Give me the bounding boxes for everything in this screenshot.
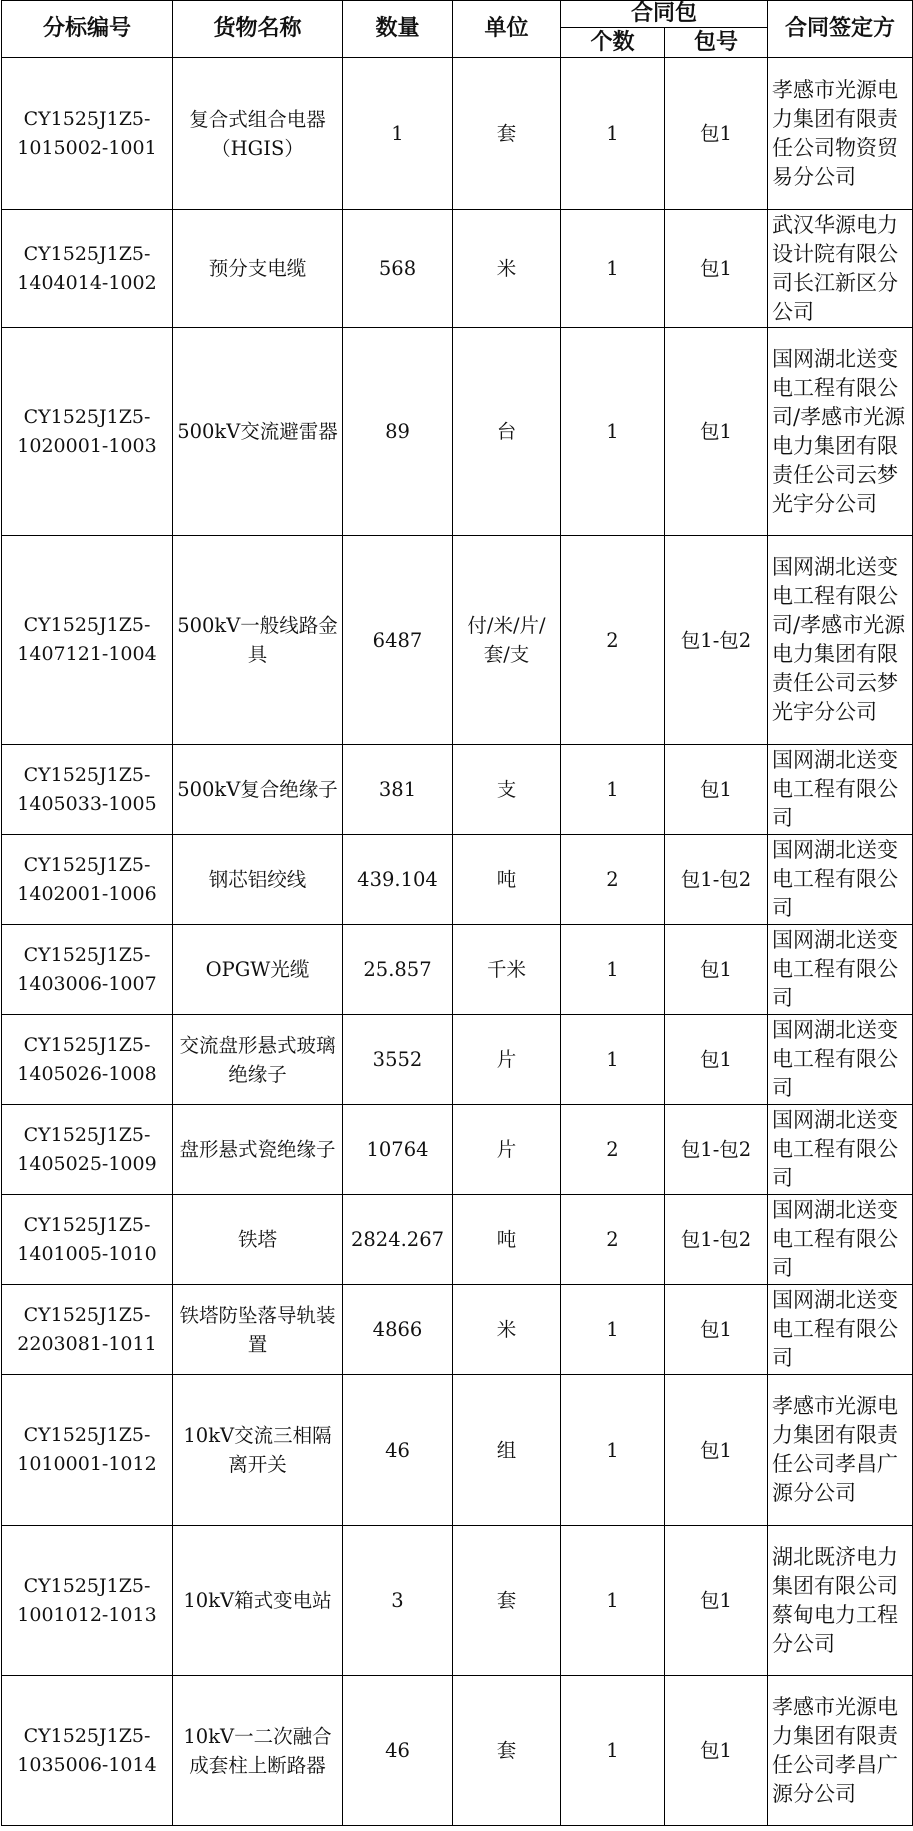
cell-quantity: 381 <box>343 745 453 835</box>
cell-code-suffix: 1402001-1006 <box>17 882 157 905</box>
cell-goods-name: 500kV复合绝缘子 <box>173 745 343 835</box>
cell-package-count: 1 <box>561 58 665 210</box>
cell-goods-name: 预分支电缆 <box>173 210 343 328</box>
cell-goods-name: 10kV交流三相隔离开关 <box>173 1375 343 1526</box>
table-row <box>2 1195 913 1285</box>
cell-code <box>2 1015 173 1105</box>
cell-code-prefix: CY1525J1Z5- <box>23 405 151 428</box>
cell-goods-name: 交流盘形悬式玻璃绝缘子 <box>173 1015 343 1105</box>
header-quantity: 数量 <box>343 1 453 58</box>
cell-code-suffix: 1035006-1014 <box>17 1753 157 1776</box>
cell-package-number: 包1-包2 <box>665 536 768 745</box>
cell-quantity: 439.104 <box>343 835 453 925</box>
table-row <box>2 1526 913 1676</box>
table-row <box>2 745 913 835</box>
cell-package-number: 包1-包2 <box>665 1105 768 1195</box>
cell-code-suffix: 1020001-1003 <box>17 434 157 457</box>
table-row <box>2 328 913 536</box>
cell-signer: 国网湖北送变电工程有限公司 <box>768 1015 913 1105</box>
cell-unit: 米 <box>453 210 561 328</box>
cell-package-count: 1 <box>561 745 665 835</box>
cell-code <box>2 1195 173 1285</box>
cell-code-prefix: CY1525J1Z5- <box>23 1424 151 1446</box>
cell-code-prefix: CY1525J1Z5- <box>23 853 151 876</box>
cell-signer: 国网湖北送变电工程有限公司/孝感市光源电力集团有限责任公司云梦光宇分公司 <box>768 536 913 745</box>
cell-code-prefix: CY1525J1Z5- <box>23 1123 151 1146</box>
cell-package-number: 包1 <box>665 58 768 210</box>
cell-unit: 套 <box>453 1676 561 1826</box>
cell-code-prefix: CY1525J1Z5- <box>23 242 151 265</box>
cell-goods-name: 10kV箱式变电站 <box>173 1526 343 1676</box>
table-row <box>2 210 913 328</box>
cell-quantity: 46 <box>343 1375 453 1526</box>
cell-goods-name: 500kV交流避雷器 <box>173 328 343 536</box>
cell-code-suffix: 1401005-1010 <box>17 1242 157 1265</box>
cell-code <box>2 210 173 328</box>
cell-code <box>2 1105 173 1195</box>
cell-unit: 米 <box>453 1285 561 1375</box>
cell-code <box>2 328 173 536</box>
table-row <box>2 925 913 1015</box>
cell-package-count: 2 <box>561 1105 665 1195</box>
header-code: 分标编号 <box>2 1 173 58</box>
cell-unit: 支 <box>453 745 561 835</box>
cell-code-suffix: 1403006-1007 <box>17 972 157 995</box>
cell-package-count: 1 <box>561 1285 665 1375</box>
cell-package-count: 1 <box>561 328 665 536</box>
cell-code-prefix: CY1525J1Z5- <box>23 763 151 786</box>
cell-unit: 台 <box>453 328 561 536</box>
cell-signer: 孝感市光源电力集团有限责任公司物资贸易分公司 <box>768 58 913 210</box>
cell-code-suffix: 1405026-1008 <box>17 1062 157 1085</box>
cell-package-count: 1 <box>561 1375 665 1526</box>
cell-quantity: 3 <box>343 1526 453 1676</box>
cell-package-number: 包1 <box>665 1526 768 1676</box>
cell-code-prefix: CY1525J1Z5- <box>23 1724 151 1747</box>
cell-goods-name: 铁塔 <box>173 1195 343 1285</box>
cell-signer: 湖北既济电力集团有限公司蔡甸电力工程分公司 <box>768 1526 913 1676</box>
cell-signer: 孝感市光源电力集团有限责任公司孝昌广源分公司 <box>768 1676 913 1826</box>
cell-code-prefix: CY1525J1Z5- <box>23 1303 151 1326</box>
cell-code-suffix: 2203081-1011 <box>17 1332 157 1355</box>
cell-unit: 千米 <box>453 925 561 1015</box>
header-row <box>2 1 913 28</box>
cell-unit: 组 <box>453 1375 561 1526</box>
cell-code <box>2 745 173 835</box>
cell-package-number: 包1-包2 <box>665 1195 768 1285</box>
cell-code <box>2 925 173 1015</box>
cell-code-suffix: 1405033-1005 <box>17 792 157 815</box>
cell-code <box>2 835 173 925</box>
cell-quantity: 6487 <box>343 536 453 745</box>
cell-signer: 国网湖北送变电工程有限公司 <box>768 1195 913 1285</box>
table-row <box>2 1375 913 1526</box>
table-row <box>2 1676 913 1826</box>
table-row <box>2 835 913 925</box>
cell-package-number: 包1 <box>665 210 768 328</box>
header-signer: 合同签定方 <box>768 1 913 58</box>
cell-goods-name: 10kV一二次融合成套柱上断路器 <box>173 1676 343 1826</box>
cell-quantity: 568 <box>343 210 453 328</box>
cell-code-prefix: CY1525J1Z5- <box>23 943 151 966</box>
table-row <box>2 1285 913 1375</box>
cell-package-count: 1 <box>561 925 665 1015</box>
table-row <box>2 58 913 210</box>
header-goods-name: 货物名称 <box>173 1 343 58</box>
cell-package-count: 1 <box>561 210 665 328</box>
header-contract-package: 合同包 <box>561 1 768 28</box>
cell-package-number: 包1 <box>665 328 768 536</box>
cell-package-count: 2 <box>561 835 665 925</box>
goods-contract-table <box>1 0 913 1826</box>
cell-goods-name: 500kV一般线路金具 <box>173 536 343 745</box>
cell-code <box>2 1285 173 1375</box>
table-row <box>2 1105 913 1195</box>
cell-signer: 国网湖北送变电工程有限公司 <box>768 1105 913 1195</box>
header-unit: 单位 <box>453 1 561 58</box>
cell-code-suffix: 1405025-1009 <box>17 1152 157 1175</box>
cell-code <box>2 58 173 210</box>
cell-goods-name: 钢芯铝绞线 <box>173 835 343 925</box>
cell-code-prefix: CY1525J1Z5- <box>23 614 151 636</box>
cell-code <box>2 1526 173 1676</box>
table-row <box>2 1015 913 1105</box>
cell-signer: 国网湖北送变电工程有限公司 <box>768 745 913 835</box>
cell-goods-name: OPGW光缆 <box>173 925 343 1015</box>
cell-quantity: 46 <box>343 1676 453 1826</box>
cell-signer: 孝感市光源电力集团有限责任公司孝昌广源分公司 <box>768 1375 913 1526</box>
cell-quantity: 10764 <box>343 1105 453 1195</box>
cell-code-suffix: 1407121-1004 <box>17 643 157 665</box>
cell-code-prefix: CY1525J1Z5- <box>23 1574 151 1597</box>
cell-code <box>2 1375 173 1526</box>
cell-goods-name: 盘形悬式瓷绝缘子 <box>173 1105 343 1195</box>
cell-package-number: 包1-包2 <box>665 835 768 925</box>
cell-package-count: 2 <box>561 1195 665 1285</box>
cell-goods-name: 铁塔防坠落导轨装置 <box>173 1285 343 1375</box>
cell-package-number: 包1 <box>665 1285 768 1375</box>
cell-quantity: 1 <box>343 58 453 210</box>
cell-package-number: 包1 <box>665 1375 768 1526</box>
cell-package-number: 包1 <box>665 745 768 835</box>
cell-quantity: 89 <box>343 328 453 536</box>
cell-unit: 片 <box>453 1015 561 1105</box>
cell-signer: 国网湖北送变电工程有限公司 <box>768 925 913 1015</box>
cell-package-count: 1 <box>561 1015 665 1105</box>
cell-unit: 付/米/片/套/支 <box>453 536 561 745</box>
cell-code <box>2 536 173 745</box>
cell-unit: 吨 <box>453 1195 561 1285</box>
cell-signer: 武汉华源电力设计院有限公司长江新区分公司 <box>768 210 913 328</box>
cell-code-prefix: CY1525J1Z5- <box>23 1213 151 1236</box>
cell-unit: 套 <box>453 1526 561 1676</box>
cell-quantity: 4866 <box>343 1285 453 1375</box>
cell-unit: 套 <box>453 58 561 210</box>
cell-package-number: 包1 <box>665 1015 768 1105</box>
cell-unit: 吨 <box>453 835 561 925</box>
cell-code <box>2 1676 173 1826</box>
cell-package-count: 2 <box>561 536 665 745</box>
cell-quantity: 3552 <box>343 1015 453 1105</box>
cell-package-number: 包1 <box>665 925 768 1015</box>
cell-signer: 国网湖北送变电工程有限公司 <box>768 835 913 925</box>
cell-quantity: 2824.267 <box>343 1195 453 1285</box>
header-package-number: 包号 <box>665 28 768 58</box>
cell-unit: 片 <box>453 1105 561 1195</box>
cell-package-count: 1 <box>561 1676 665 1826</box>
cell-signer: 国网湖北送变电工程有限公司 <box>768 1285 913 1375</box>
cell-code-suffix: 1001012-1013 <box>17 1603 157 1626</box>
cell-goods-name: 复合式组合电器（HGIS） <box>173 58 343 210</box>
cell-code-suffix: 1015002-1001 <box>17 136 157 159</box>
table-row <box>2 536 913 745</box>
cell-signer: 国网湖北送变电工程有限公司/孝感市光源电力集团有限责任公司云梦光宇分公司 <box>768 328 913 536</box>
cell-code-prefix: CY1525J1Z5- <box>23 1033 151 1056</box>
cell-quantity: 25.857 <box>343 925 453 1015</box>
cell-package-number: 包1 <box>665 1676 768 1826</box>
cell-code-suffix: 1010001-1012 <box>17 1453 157 1475</box>
cell-code-prefix: CY1525J1Z5- <box>23 107 151 130</box>
cell-package-count: 1 <box>561 1526 665 1676</box>
cell-code-suffix: 1404014-1002 <box>17 271 157 294</box>
header-package-count: 个数 <box>561 28 665 58</box>
